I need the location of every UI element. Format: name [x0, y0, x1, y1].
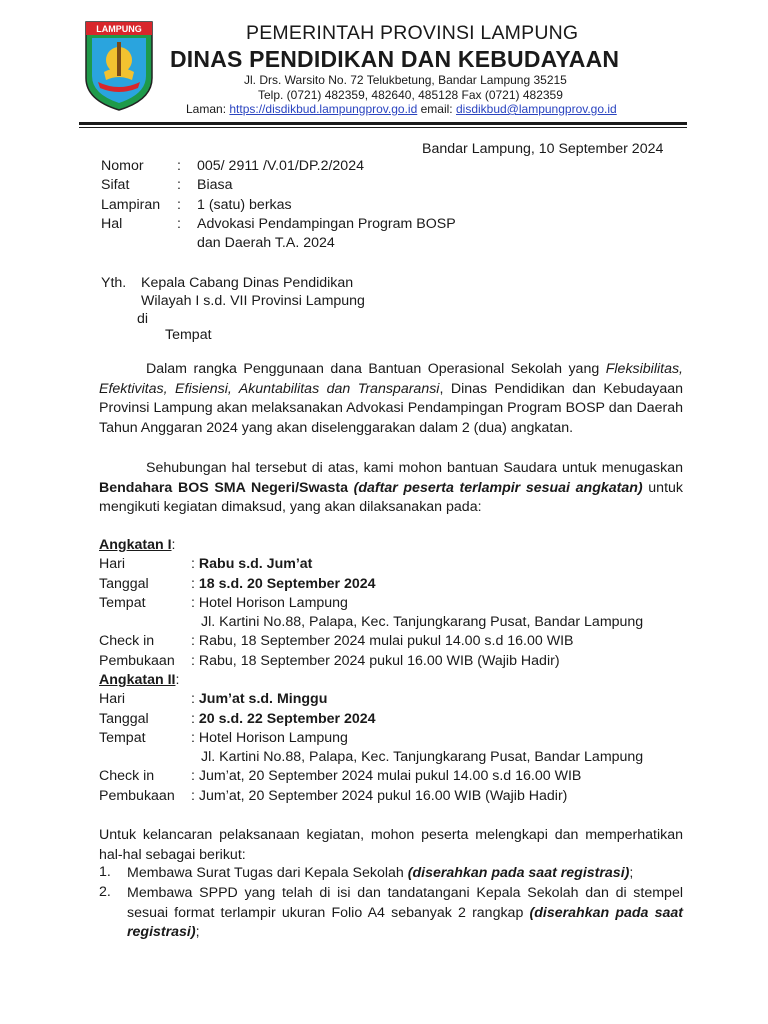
batch1-tempat: : Hotel Horison Lampung: [191, 595, 348, 611]
batch2-address: Jl. Kartini No.88, Palapa, Kec. Tanjungkarang Pusat, Bandar Lampung: [201, 749, 644, 765]
paragraph-requirements: Untuk kelancaran pelaksanaan kegiatan, mohon peserta melengkapi dan memperhatikan hal-hal sebagai berikut:: [99, 827, 683, 863]
emblem-text: LAMPUNG: [96, 24, 142, 34]
batch2-tempat: : Hotel Horison Lampung: [191, 730, 348, 746]
batch2-checkin: : Jum’at, 20 September 2024 mulai pukul 14.00 s.d 16.00 WIB: [191, 768, 582, 784]
email-label: email:: [420, 102, 453, 116]
meta-value-lampiran: 1 (satu) berkas: [197, 197, 292, 213]
letter-date: Bandar Lampung, 10 September 2024: [422, 141, 664, 157]
website-label: Laman:: [186, 102, 227, 116]
batch2-tanggal: : 20 s.d. 22 September 2024: [191, 711, 376, 727]
batch2-title: Angkatan II:: [99, 672, 180, 688]
meta-colon: :: [177, 216, 181, 232]
item-number: 2.: [99, 884, 111, 900]
office-address: Jl. Drs. Warsito No. 72 Telukbetung, Bandar Lampung 35215: [244, 73, 567, 87]
paragraph-request: Sehubungan hal tersebut di atas, kami mohon bantuan Saudara untuk menugaskan Bendahara BOS SMA Negeri/Swasta (daftar peserta terlampir sesuai angkatan) untuk mengikuti kegiatan dimaksud, yang akan dilaksanakan pada:: [99, 460, 684, 515]
batch1-pembukaan-label: Pembukaan: [99, 653, 175, 669]
paragraph-intro: Dalam rangka Penggunaan dana Bantuan Operasional Sekolah yang Fleksibilitas, Efektivitas, Efisiensi, Akuntabilitas dan Transparansi, Dinas Pendidikan dan Kebudayaan Provinsi Lampung akan melaksanakan Advokasi Pendampingan Program BOSP dan Daerah Tahun Anggaran 2024 yang akan diselenggarakan dalam 2 (dua) angkatan.: [99, 361, 683, 436]
recipient-di: di: [137, 311, 149, 327]
meta-colon: :: [177, 158, 181, 174]
office-contacts: [186, 102, 617, 116]
lampung-emblem: [84, 20, 154, 112]
website-link[interactable]: https://disdikbud.lampungprov.go.id: [229, 102, 418, 116]
recipient-line2: Wilayah I s.d. VII Provinsi Lampung: [141, 293, 365, 309]
government-title: PEMERINTAH PROVINSI LAMPUNG: [246, 22, 579, 44]
office-title: DINAS PENDIDIKAN DAN KEBUDAYAAN: [170, 46, 620, 72]
batch1-title: Angkatan I:: [99, 537, 176, 553]
header-rule-thin: [79, 127, 687, 128]
batch2-pembukaan: : Jum’at, 20 September 2024 pukul 16.00 WIB (Wajib Hadir): [191, 788, 568, 804]
batch1-tanggal-label: Tanggal: [99, 576, 149, 592]
batch1-tanggal: : 18 s.d. 20 September 2024: [191, 576, 376, 592]
batch1-pembukaan: : Rabu, 18 September 2024 pukul 16.00 WIB (Wajib Hadir): [191, 653, 560, 669]
meta-colon: :: [177, 177, 181, 193]
meta-value-hal: Advokasi Pendampingan Program BOSP: [197, 216, 456, 232]
meta-label-hal: Hal: [101, 216, 123, 232]
batch2-pembukaan-label: Pembukaan: [99, 788, 175, 804]
batch1-checkin-label: Check in: [99, 633, 155, 649]
item-number: 1.: [99, 864, 111, 880]
meta-label-lampiran: Lampiran: [101, 197, 161, 213]
batch1-hari: : Rabu s.d. Jum’at: [191, 556, 313, 572]
meta-value-nomor: 005/ 2911 /V.01/DP.2/2024: [197, 158, 364, 174]
recipient-place: Tempat: [165, 327, 212, 343]
requirement-item: Membawa SPPD yang telah di isi dan tandatangani Kepala Sekolah dan di stempel sesuai format terlampir ukuran Folio A4 sebanyak 2 rangkap (diserahkan pada saat registrasi);: [127, 885, 683, 940]
batch1-checkin: : Rabu, 18 September 2024 mulai pukul 14.00 s.d 16.00 WIB: [191, 633, 574, 649]
batch2-hari-label: Hari: [99, 691, 126, 707]
batch1-address: Jl. Kartini No.88, Palapa, Kec. Tanjungkarang Pusat, Bandar Lampung: [201, 614, 644, 630]
header-rule-thick: [79, 122, 687, 125]
recipient-line1: Kepala Cabang Dinas Pendidikan: [141, 275, 354, 291]
recipient-salutation: Yth.: [101, 275, 127, 291]
batch1-tempat-label: Tempat: [99, 595, 146, 611]
requirement-item: Membawa Surat Tugas dari Kepala Sekolah (diserahkan pada saat registrasi);: [127, 865, 634, 881]
meta-label-sifat: Sifat: [101, 177, 130, 193]
batch2-hari: : Jum’at s.d. Minggu: [191, 691, 328, 707]
batch2-tanggal-label: Tanggal: [99, 711, 149, 727]
batch1-hari-label: Hari: [99, 556, 126, 572]
batch2-checkin-label: Check in: [99, 768, 155, 784]
batch2-tempat-label: Tempat: [99, 730, 146, 746]
meta-colon: :: [177, 197, 181, 213]
office-phone: Telp. (0721) 482359, 482640, 485128 Fax (0721) 482359: [258, 88, 563, 102]
meta-value-hal-line2: dan Daerah T.A. 2024: [197, 235, 335, 251]
email-link[interactable]: disdikbud@lampungprov.go.id: [455, 102, 617, 116]
meta-value-sifat: Biasa: [197, 177, 233, 193]
meta-label-nomor: Nomor: [101, 158, 144, 174]
